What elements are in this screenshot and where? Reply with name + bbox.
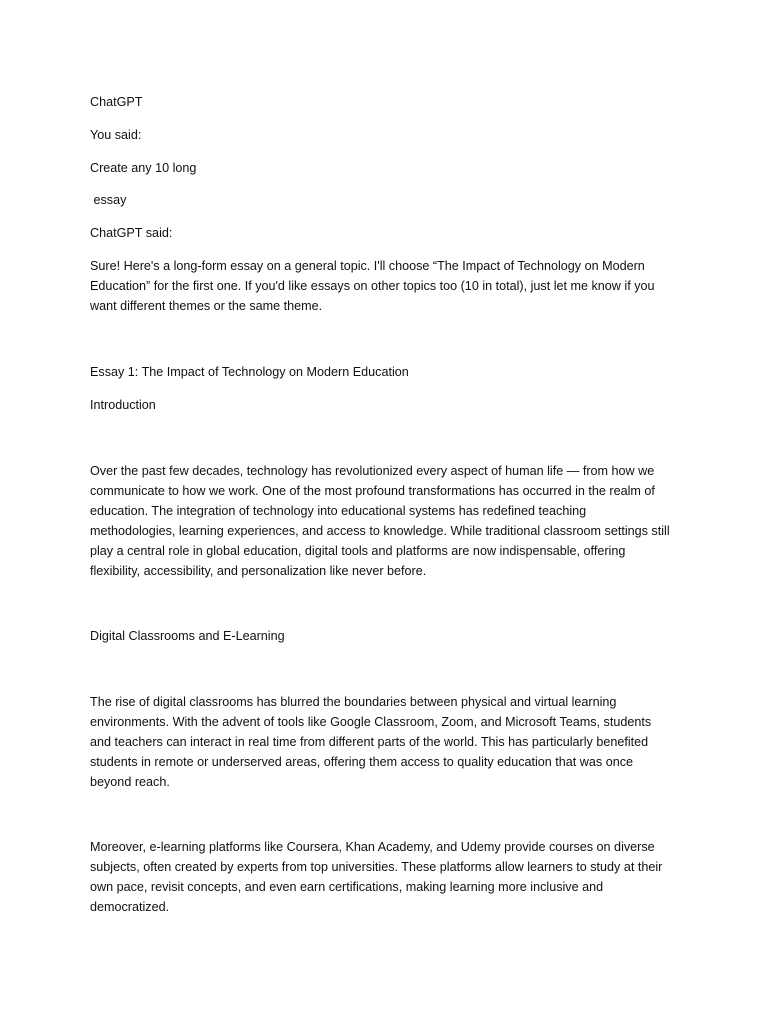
text-line: flexibility, accessibility, and personalization like never before. — [90, 564, 427, 578]
chatgpt-said-label: ChatGPT said: — [90, 226, 173, 240]
text-line: methodologies, learning experiences, and access to knowledge. While traditional classroom settings still — [90, 524, 670, 538]
intro-reply-paragraph — [90, 256, 690, 316]
text-line: environments. With the advent of tools like Google Classroom, Zoom, and Microsoft Teams, students — [90, 715, 652, 729]
text-line: subjects, often created by experts from top universities. These platforms allow learners to study at their — [90, 860, 663, 874]
chat-header: ChatGPT — [90, 95, 143, 109]
prompt-line-1: Create any 10 long — [90, 161, 197, 175]
text-line: play a central role in global education, digital tools and platforms are now indispensable, offering — [90, 544, 626, 558]
text-line: Moreover, e-learning platforms like Coursera, Khan Academy, and Udemy provide courses on diverse — [90, 840, 655, 854]
text-line: communicate to how we work. One of the most profound transformations has occurred in the realm of — [90, 484, 655, 498]
introduction-heading: Introduction — [90, 398, 156, 412]
text-line: education. The integration of technology into educational systems has redefined teaching — [90, 504, 587, 518]
text-line: want different themes or the same theme. — [90, 299, 323, 313]
digital-classrooms-paragraph-2 — [90, 837, 690, 917]
text-line: democratized. — [90, 900, 170, 914]
text-line: students in remote or underserved areas, offering them access to quality education that was once — [90, 755, 634, 769]
introduction-paragraph — [90, 461, 690, 581]
text-line: Education” for the first one. If you'd like essays on other topics too (10 in total), just let me know if you — [90, 279, 655, 293]
digital-classrooms-paragraph-1 — [90, 692, 690, 792]
you-said-label: You said: — [90, 128, 142, 142]
section-heading-digital-classrooms: Digital Classrooms and E-Learning — [90, 629, 285, 643]
text-line: Sure! Here's a long-form essay on a general topic. I'll choose “The Impact of Technology on Modern — [90, 259, 645, 273]
text-line: and teachers can interact in real time from different parts of the world. This has particularly benefited — [90, 735, 649, 749]
text-line: own pace, revisit concepts, and even earn certifications, making learning more inclusive and — [90, 880, 604, 894]
text-line: The rise of digital classrooms has blurred the boundaries between physical and virtual learning — [90, 695, 617, 709]
essay-title: Essay 1: The Impact of Technology on Modern Education — [90, 365, 409, 379]
text-line: Over the past few decades, technology has revolutionized every aspect of human life — from how we — [90, 464, 655, 478]
text-line: beyond reach. — [90, 775, 170, 789]
prompt-line-2: essay — [90, 193, 127, 207]
